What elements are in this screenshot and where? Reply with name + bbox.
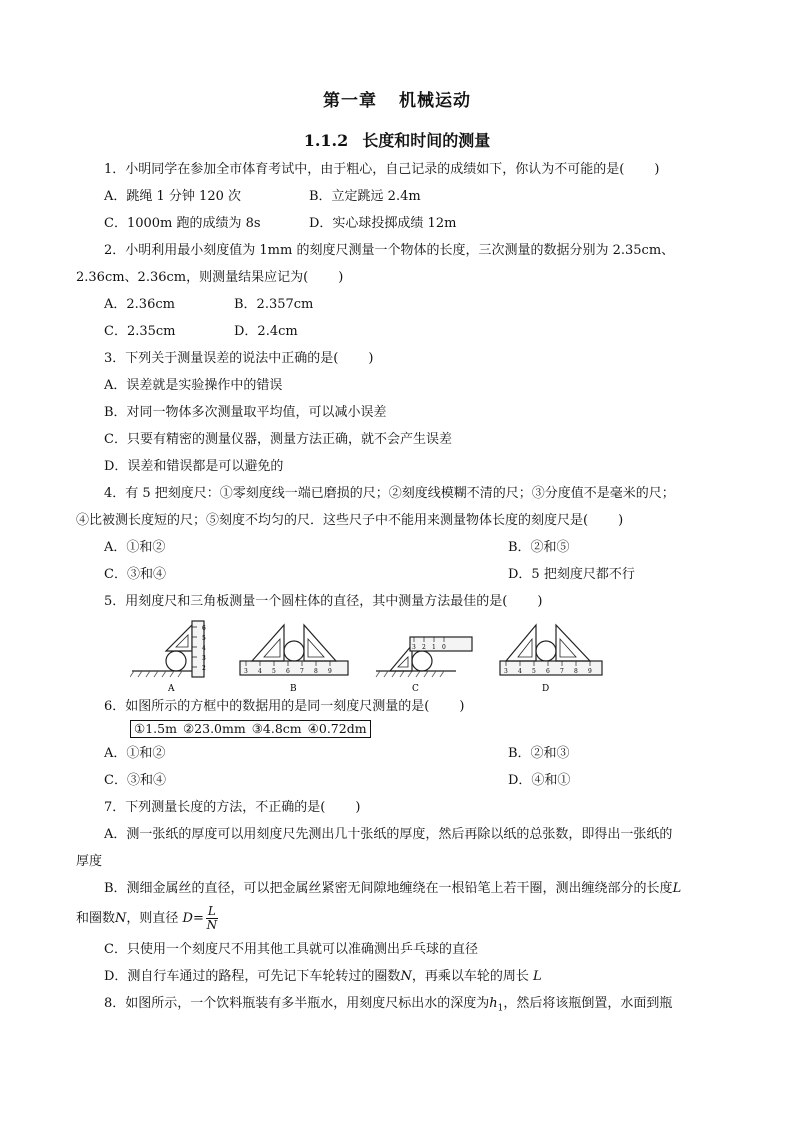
option-d: D．误差和错误都是可以避免的 xyxy=(104,459,284,474)
question-4-options-ab xyxy=(76,534,718,561)
question-4-stem-line1: 4．有 5 把刻度尺：①零刻度线一端已磨损的尺；②刻度线模糊不清的尺；③分度值不是毫米的尺； xyxy=(104,486,675,501)
question-4-stem-line2: ④比被测长度短的尺；⑤刻度不均匀的尺．这些尺子中不能用来测量物体长度的刻度尺是( ) xyxy=(76,513,624,528)
tick-label: 9 xyxy=(588,668,592,675)
option-b: B．立定跳远 2.4m xyxy=(309,189,421,204)
question-4-options-cd xyxy=(76,561,718,588)
question-2-options-ab xyxy=(76,291,718,318)
question-6-stem: 6．如图所示的方框中的数据用的是同一刻度尺测量的是( ) xyxy=(104,699,465,714)
tick-label: 5 xyxy=(272,668,276,675)
option-b-line1: B．测细金属丝的直径，可以把金属丝紧密无间隙地缠绕在一根铅笔上若干圈，测出缠绕部分的长度L xyxy=(104,881,682,896)
question-2-stem-line1: 2．小明利用最小刻度值为 1mm 的刻度尺测量一个物体的长度，三次测量的数据分别为 2.35cm、 xyxy=(104,243,675,258)
option-a: A．①和② xyxy=(104,746,166,761)
section-number: 1.1.2 xyxy=(303,131,349,150)
tick-label: 3 xyxy=(202,655,206,662)
option-a-line1: A．测一张纸的厚度可以用刻度尺先测出几十张纸的厚度，然后再除以纸的总张数，即得出一张纸的 xyxy=(104,827,673,842)
figure-label: D xyxy=(542,684,550,693)
option-c: C．③和④ xyxy=(104,773,166,788)
question-8-stem: 8．如图所示，一个饮料瓶装有多半瓶水，用刻度尺标出水的深度为$h_1$，然后将该瓶倒置，水面到瓶 xyxy=(104,996,673,1014)
option-c: C．③和④ xyxy=(104,567,166,582)
tick-label: 1 xyxy=(432,644,436,651)
chapter-name: 机械运动 xyxy=(399,91,471,111)
option-a: A．①和② xyxy=(104,540,166,555)
question-3-stem: 3．下列关于测量误差的说法中正确的是( ) xyxy=(104,351,374,366)
question-1-options-ab xyxy=(76,183,718,210)
option-a: A．2.36cm xyxy=(104,297,175,312)
option-d: D．2.4cm xyxy=(234,324,298,339)
figure-d xyxy=(500,625,602,693)
option-a: A．跳绳 1 分钟 120 次 xyxy=(104,189,242,204)
tick-label: 2 xyxy=(422,644,426,651)
figure-b xyxy=(240,625,348,693)
tick-label: 4 xyxy=(518,668,522,675)
tick-label: 6 xyxy=(286,668,290,675)
tick-label: 7 xyxy=(560,668,564,675)
option-c: C．1000m 跑的成绩为 8s xyxy=(104,216,261,231)
measurement-figures-svg xyxy=(130,615,610,693)
tick-label: 0 xyxy=(442,644,446,651)
option-b: B．2.357cm xyxy=(234,297,314,312)
tick-label: 5 xyxy=(202,635,206,642)
option-a-line2: 厚度 xyxy=(76,854,103,869)
option-c: C．2.35cm xyxy=(104,324,176,339)
data-box-row xyxy=(76,720,718,740)
question-1-options-cd xyxy=(76,210,718,237)
option-d: D．5 把刻度尺都不行 xyxy=(508,567,635,582)
option-b-line2: 和圈数N，则直径 D= $\frac{L}{N}$ xyxy=(76,904,218,932)
question-6-options-ab xyxy=(76,740,718,767)
figure-label: A xyxy=(168,684,175,693)
question-6-options-cd xyxy=(76,767,718,794)
option-d: D．实心球投掷成绩 12m xyxy=(309,216,457,231)
tick-label: 7 xyxy=(300,668,304,675)
tick-label: 8 xyxy=(314,668,318,675)
tick-label: 6 xyxy=(202,625,206,632)
tick-label: 8 xyxy=(574,668,578,675)
tick-label: 4 xyxy=(202,645,206,652)
tick-label: 9 xyxy=(328,668,332,675)
option-b: B．②和⑤ xyxy=(508,540,570,555)
tick-label: 4 xyxy=(258,668,262,675)
question-list xyxy=(76,156,718,1017)
question-5-stem: 5．用刻度尺和三角板测量一个圆柱体的直径，其中测量方法最佳的是( ) xyxy=(104,594,543,609)
tick-label: 3 xyxy=(412,644,416,651)
section-title xyxy=(0,128,794,151)
tick-label: 2 xyxy=(202,665,206,672)
option-a: A．误差就是实验操作中的错误 xyxy=(104,378,283,393)
data-box: ①1.5m ②23.0mm ③4.8cm ④0.72dm xyxy=(130,720,371,738)
figure-label: C xyxy=(412,684,419,693)
option-d: D．测自行车通过的路程，可先记下车轮转过的圈数N，再乘以车轮的周长 L xyxy=(104,969,542,984)
option-b: B．对同一物体多次测量取平均值，可以减小误差 xyxy=(104,405,387,420)
question-1-stem: 1．小明同学在参加全市体育考试中，由于粗心，自己记录的成绩如下，你认为不可能的是( ) xyxy=(104,162,660,177)
figure-a xyxy=(130,621,206,693)
question-2-stem-line2: 2.36cm、2.36cm，则测量结果应记为( ) xyxy=(76,270,344,285)
option-c: C．只使用一个刻度尺不用其他工具就可以准确测出乒乓球的直径 xyxy=(104,942,478,957)
figure-c xyxy=(376,637,472,693)
option-b: B．②和③ xyxy=(508,746,570,761)
measurement-figures xyxy=(76,615,718,693)
question-2-options-cd xyxy=(76,318,718,345)
chapter-title xyxy=(0,86,794,111)
figure-label: B xyxy=(290,684,297,693)
diameter-fraction: $\frac{L}{N}$ xyxy=(206,904,218,932)
tick-label: 3 xyxy=(504,668,508,675)
tick-label: 5 xyxy=(532,668,536,675)
tick-label: 3 xyxy=(244,668,248,675)
section-name: 长度和时间的测量 xyxy=(362,131,491,150)
option-d: D．④和① xyxy=(508,773,571,788)
question-7-stem: 7．下列测量长度的方法，不正确的是( ) xyxy=(104,800,361,815)
tick-label: 6 xyxy=(546,668,550,675)
option-c: C．只要有精密的测量仪器，测量方法正确，就不会产生误差 xyxy=(104,432,452,447)
chapter-number: 第一章 xyxy=(323,91,377,111)
